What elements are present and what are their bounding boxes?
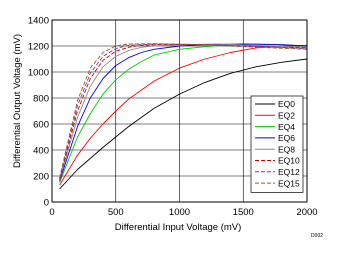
- x-axis-label: Differential Input Voltage (mV): [114, 222, 242, 233]
- y-tick-label: 600: [33, 119, 49, 131]
- y-axis-label: Differential Output Voltage (mV): [12, 34, 23, 168]
- y-tick-label: 800: [33, 93, 49, 105]
- y-tick-label: 1200: [27, 41, 49, 53]
- legend: [251, 96, 303, 192]
- x-tick-label: 0: [49, 207, 55, 218]
- x-tick-label: 1500: [232, 207, 254, 218]
- legend-label: EQ15: [278, 178, 300, 189]
- y-tick-label: 200: [33, 171, 49, 183]
- y-tick-label: 400: [33, 145, 49, 157]
- x-tick-label: 1000: [168, 207, 191, 218]
- legend-label: EQ0: [278, 99, 296, 110]
- y-tick-label: 1400: [27, 15, 49, 27]
- legend-label: EQ12: [278, 167, 300, 177]
- legend-label: EQ2: [278, 110, 296, 121]
- legend-label: EQ8: [278, 144, 296, 155]
- x-tick-label: 2000: [296, 207, 318, 218]
- y-tick-label: 0: [43, 197, 49, 209]
- legend-label: EQ10: [278, 155, 300, 166]
- y-tick-label: 1000: [27, 67, 49, 79]
- legend-label: EQ4: [278, 121, 296, 132]
- legend-label: EQ6: [278, 133, 296, 144]
- figure-id-label: D002: [311, 233, 323, 239]
- x-tick-label: 500: [107, 207, 124, 218]
